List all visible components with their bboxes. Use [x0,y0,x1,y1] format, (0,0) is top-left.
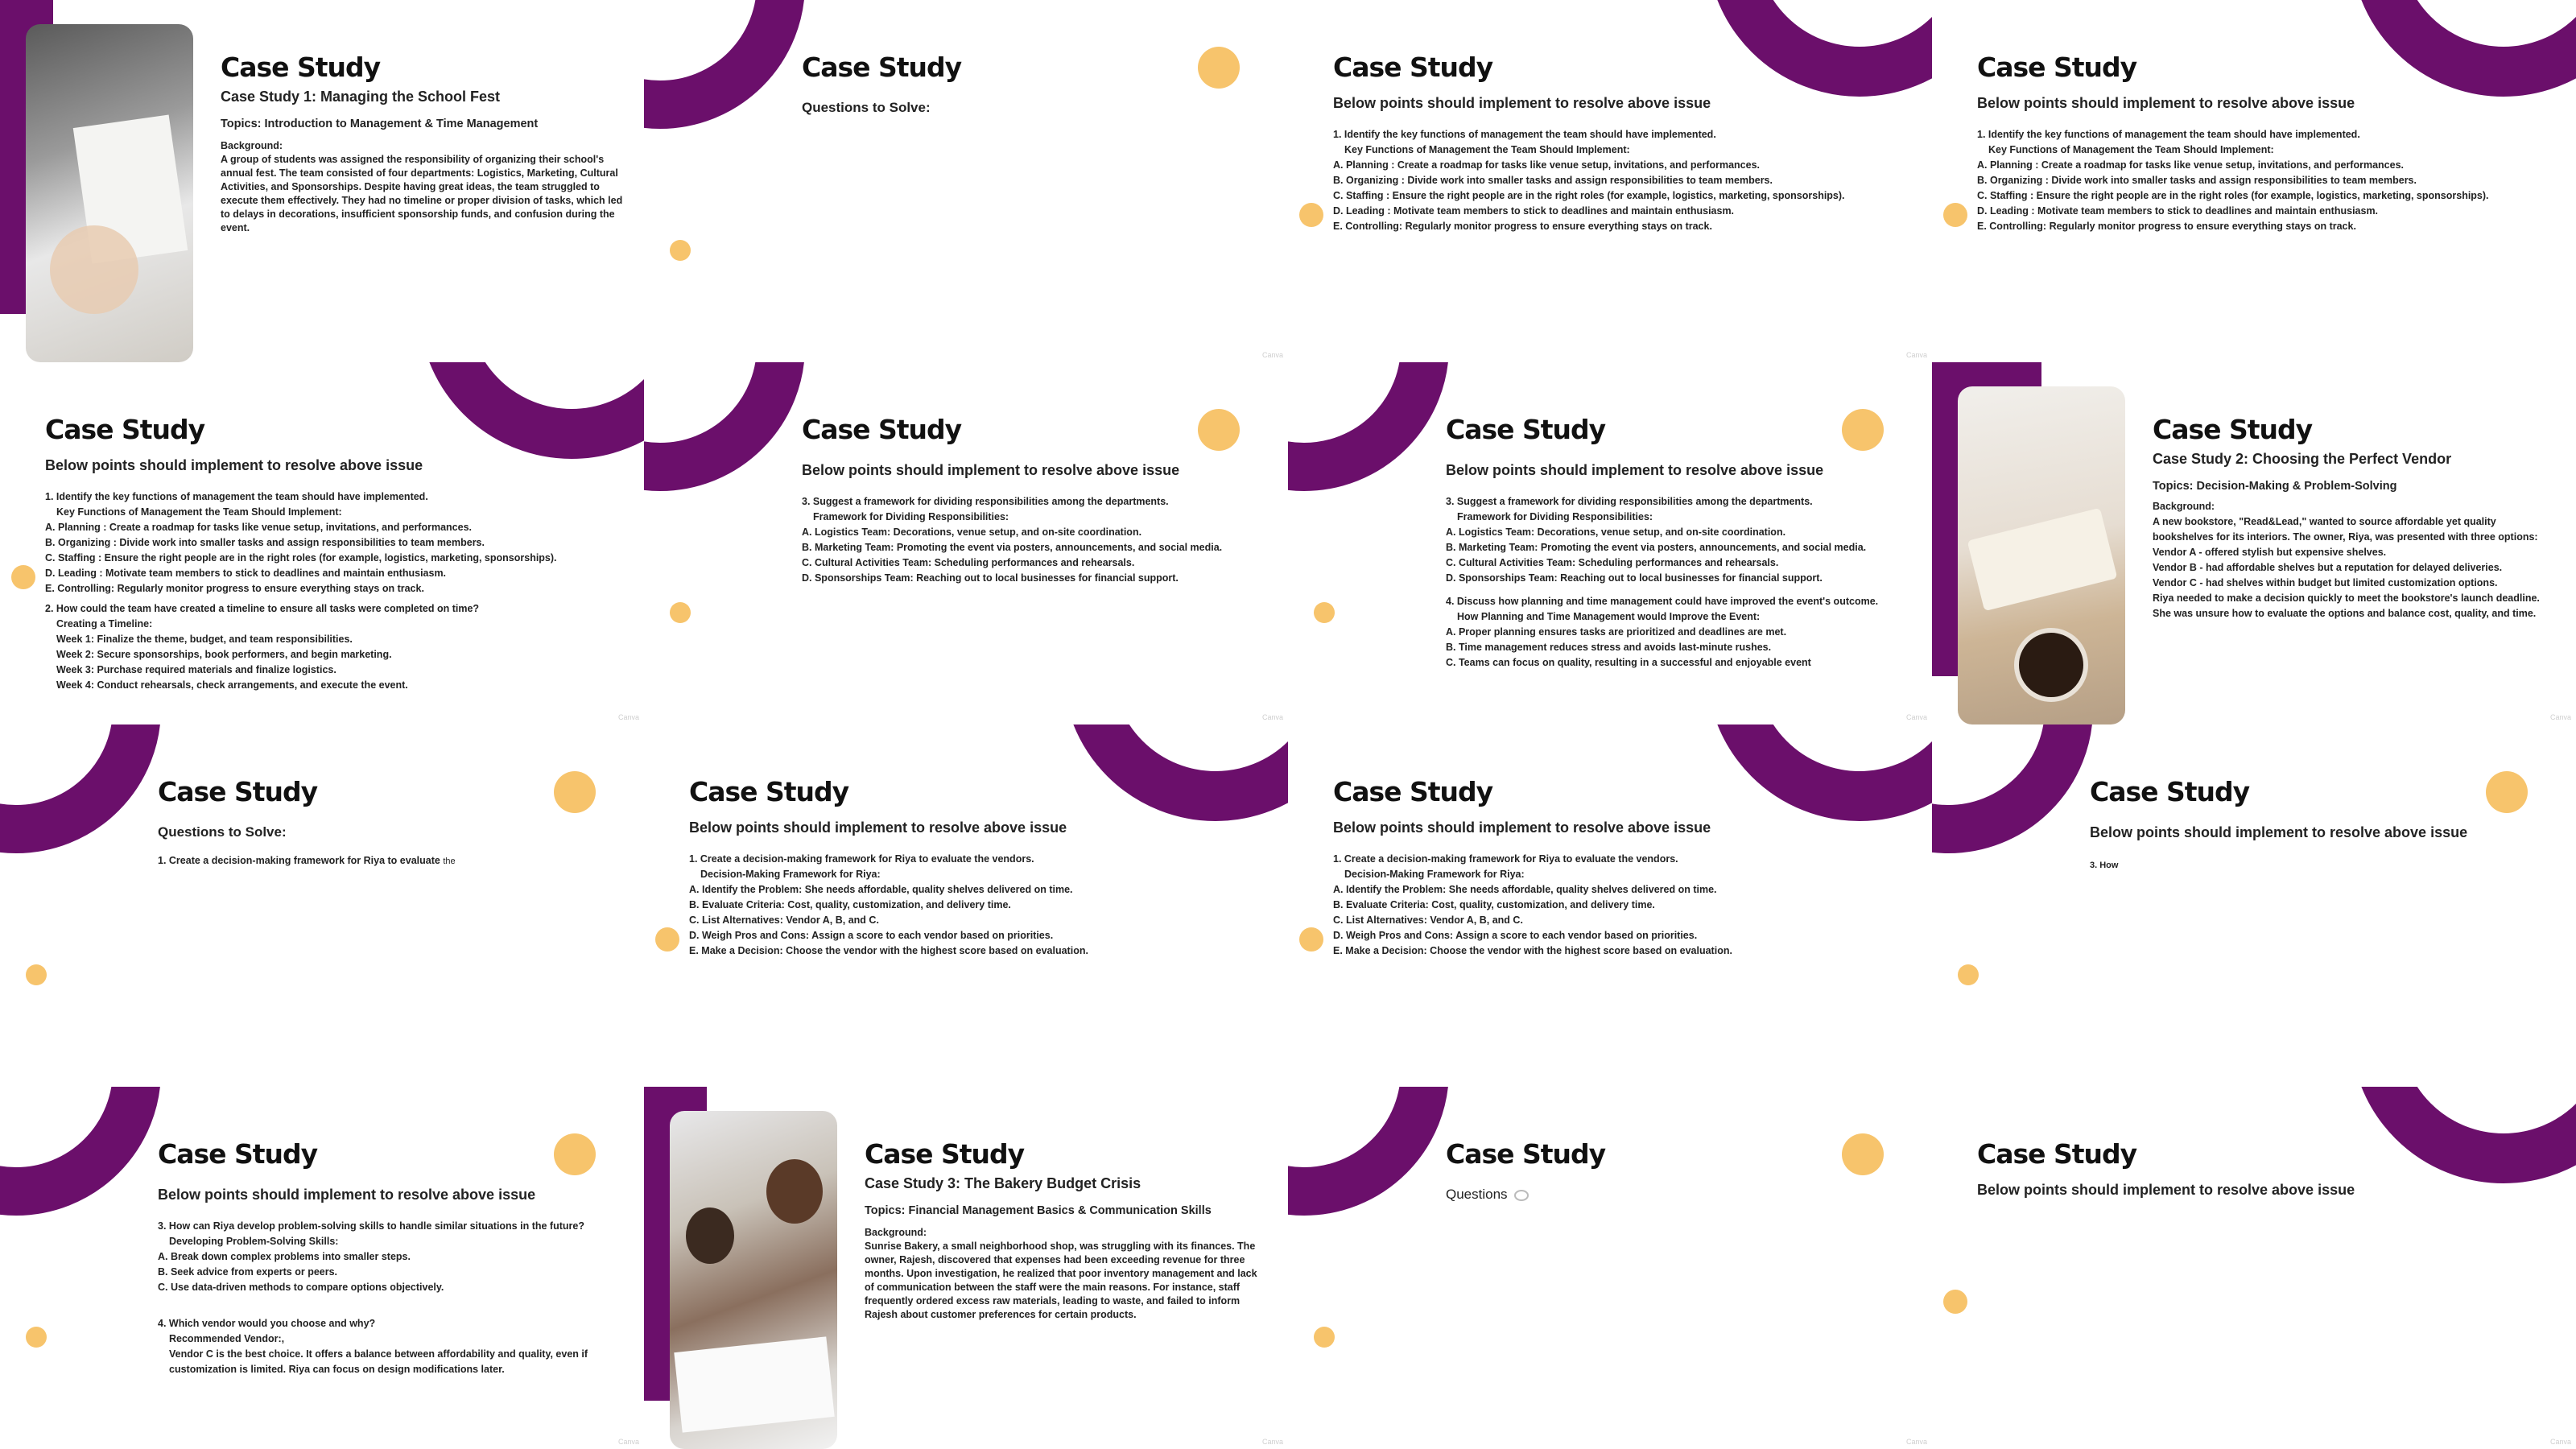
purple-ring-decoration [644,0,805,129]
purple-ring-decoration [1932,724,2093,853]
slide-3-thumbnail[interactable] [1288,0,1932,362]
questions-heading: Questions to Solve: [158,824,287,840]
slide-15-thumbnail[interactable] [1288,1087,1932,1449]
below-points-heading: Below points should implement to resolve above issue [1446,462,1824,478]
below-points-heading: Below points should implement to resolve above issue [1977,1182,2355,1198]
topics-line: Topics: Financial Management Basics & Communication Skills [865,1204,1212,1217]
gold-dot-decoration [1299,203,1323,227]
slide-16-thumbnail[interactable] [1932,1087,2576,1449]
canva-watermark: Canva [617,713,639,721]
slide-title: Case Study [802,52,962,83]
gold-dot-decoration [1958,964,1979,985]
purple-ring-decoration [0,724,161,853]
slide-14-thumbnail[interactable] [644,1087,1288,1449]
purple-ring-decoration [0,1087,161,1216]
slide-5-thumbnail[interactable] [0,362,644,724]
answer-block: 1. Identify the key functions of management the team should have implemented. Key Functions of Management the Team Should Implement: A. Planning : Create a roadmap for tasks like venue setup, invitations, and performances. B. Organizing : Divide work into smaller tasks and assign responsibilities to team members. C. Staffing : Ensure the right people are in the right roles (for example, logistics, marketing, sponsorships). D. Leading : Motivate team members to stick to deadlines and maintain enthusiasm. E. Controlling: Regularly monitor progress to ensure everything stays on track. [1333,129,1845,232]
desk-writing-photo [26,24,193,362]
gold-dot-decoration [1299,927,1323,952]
purple-ring-decoration [1288,362,1449,491]
gold-dot-decoration [655,927,679,952]
canva-watermark: Canva [2549,1438,2571,1446]
slide-4-thumbnail[interactable] [1932,0,2576,362]
answer-block: 1. Identify the key functions of management the team should have implemented. Key Functions of Management the Team Should Implement: A. Planning : Create a roadmap for tasks like venue setup, invitations, and performances. B. Organizing : Divide work into smaller tasks and assign responsibilities to team members. C. Staffing : Ensure the right people are in the right roles (for example, logistics, marketing, sponsorships). D. Leading : Motivate team members to stick to deadlines and maintain enthusiasm. E. Controlling: Regularly monitor progress to ensure everything stays on track. 2. How could the team have created a timeline to ensure all tasks were completed on time? Creating a Timeline: Week 1: Finalize the theme, budget, and team responsibilities. Week 2: Secure sponsorships, book performers, and begin marketing. Week 3: Purchase required materials and finalize logistics. Week 4: Conduct rehearsals, check arrangements, and execute the event. [45,491,557,691]
slide-11-thumbnail[interactable] [1288,724,1932,1087]
gold-dot-decoration [1842,1133,1884,1175]
gold-dot-decoration [554,771,596,813]
gold-dot-decoration [1198,47,1240,89]
slide-title: Case Study [689,776,849,807]
case-study-subtitle: Case Study 3: The Bakery Budget Crisis [865,1175,1141,1191]
slide-title: Case Study [158,776,318,807]
purple-ring-decoration [1707,0,1932,97]
slide-title: Case Study [1446,414,1606,445]
slide-7-thumbnail[interactable] [1288,362,1932,724]
canva-watermark: Canva [1905,351,1927,359]
answer-block: 3. How can Riya develop problem-solving skills to handle similar situations in the future? Developing Problem-Solving Skills: A. Break down complex problems into smaller steps. B. Seek advice from experts or peers. C. Use data-driven methods to compare options objectively. 4. Which vendor would you choose and why? Recommended Vendor:, Vendor C is the best choice. It offers a balance between affordability and quality, even if customization is limited. Riya can focus on design modifications later. [158,1220,588,1375]
slide-12-thumbnail[interactable] [1932,724,2576,1087]
purple-ring-decoration [2351,1087,2576,1183]
slide-title: Case Study [1333,776,1493,807]
gold-dot-decoration [11,565,35,589]
loading-cursor-icon [1514,1190,1529,1201]
slide-title: Case Study [802,414,962,445]
slide-title: Case Study [1977,1138,2137,1170]
below-points-heading: Below points should implement to resolve above issue [689,819,1067,836]
canva-watermark: Canva [1905,1438,1927,1446]
canva-watermark: Canva [1261,1438,1283,1446]
answer-block: 1. Create a decision-making framework for Riya to evaluate the vendors. Decision-Making Framework for Riya: A. Identify the Problem: She needs affordable, quality shelves delivered on time. B. Evaluate Criteria: Cost, quality, customization, and delivery time. C. List Alternatives: Vendor A, B, and C. D. Weigh Pros and Cons: Assign a score to each vendor based on priorities. E. Make a Decision: Choose the vendor with the highest score based on evaluation. [1333,853,1732,956]
slide-title: Case Study [45,414,205,445]
below-points-heading: Below points should implement to resolve above issue [1333,95,1711,111]
background-label: Background: [221,140,283,151]
slide-1-thumbnail[interactable] [0,0,644,362]
answer-block: 3. Suggest a framework for dividing responsibilities among the departments. Framework for Dividing Responsibilities: A. Logistics Team: Decorations, venue setup, and on-site coordination. B. Marketing Team: Promoting the event via posters, announcements, and social media. C. Cultural Activities Team: Scheduling performances and rehearsals. D. Sponsorships Team: Reaching out to local businesses for financial support. [802,496,1223,584]
slide-13-thumbnail[interactable] [0,1087,644,1449]
answer-block: 1. Identify the key functions of management the team should have implemented. Key Functions of Management the Team Should Implement: A. Planning : Create a roadmap for tasks like venue setup, invitations, and performances. B. Organizing : Divide work into smaller tasks and assign responsibilities to team members. C. Staffing : Ensure the right people are in the right roles (for example, logistics, marketing, sponsorships). D. Leading : Motivate team members to stick to deadlines and maintain enthusiasm. E. Controlling: Regularly monitor progress to ensure everything stays on track. [1977,129,2489,232]
purple-ring-decoration [1288,1087,1449,1216]
gold-dot-decoration [26,964,47,985]
below-points-heading: Below points should implement to resolve above issue [45,457,423,473]
questions-heading-partial: Questions [1446,1187,1529,1203]
slide-title: Case Study [2153,414,2313,445]
gold-dot-decoration [1943,1290,1967,1314]
below-points-heading: Below points should implement to resolve above issue [1977,95,2355,111]
partial-question: 1. Create a decision-making framework for Riya to evaluate the [158,855,456,866]
purple-ring-decoration [1707,724,1932,821]
slide-title: Case Study [221,52,381,83]
slide-title: Case Study [1446,1138,1606,1170]
coffee-book-photo [1958,386,2125,724]
slide-title: Case Study [1977,52,2137,83]
gold-dot-decoration [2486,771,2528,813]
purple-ring-decoration [1063,724,1288,821]
canva-watermark: Canva [1261,351,1283,359]
below-points-heading: Below points should implement to resolve above issue [1333,819,1711,836]
below-points-heading: Below points should implement to resolve above issue [158,1187,536,1203]
answer-block: 1. Create a decision-making framework for Riya to evaluate the vendors. Decision-Making Framework for Riya: A. Identify the Problem: She needs affordable, quality shelves delivered on time. B. Evaluate Criteria: Cost, quality, customization, and delivery time. C. List Alternatives: Vendor A, B, and C. D. Weigh Pros and Cons: Assign a score to each vendor based on priorities. E. Make a Decision: Choose the vendor with the highest score based on evaluation. [689,853,1088,956]
below-points-heading: Below points should implement to resolve above issue [2090,824,2468,840]
slide-9-thumbnail[interactable] [0,724,644,1087]
slide-title: Case Study [865,1138,1025,1170]
gold-dot-decoration [670,240,691,261]
background-text: Sunrise Bakery, a small neighborhood shop, was struggling with its finances. The owner, Rajesh, discovered that expenses had been exceeding revenue for three months. Upon investigation, he realized that poor inventory management and lack of communication between the staff were the main reasons. For instance, staff frequently ordered excess raw materials, leading to waste, and failed to inform Rajesh about customer preferences for certain products. [865,1241,1257,1320]
gold-dot-decoration [1198,409,1240,451]
background-block: Background: A new bookstore, "Read&Lead," wanted to source affordable yet quality bookshelves for its interiors. The owner, Riya, was presented with three options: Vendor A - offered stylish but expensive shelves. Vendor B - had affordable shelves but a reputation for delayed deliveries. Vendor C - had shelves within budget but limited customization options. Riya needed to make a decision quickly to meet the bookstore's launch deadline. She was unsure how to evaluate the options and balance cost, quality, and time. [2153,501,2540,619]
case-study-subtitle: Case Study 1: Managing the School Fest [221,89,501,105]
answer-block: 3. Suggest a framework for dividing responsibilities among the departments. Framework for Dividing Responsibilities: A. Logistics Team: Decorations, venue setup, and on-site coordination. B. Marketing Team: Promoting the event via posters, announcements, and social media. C. Cultural Activities Team: Scheduling performances and rehearsals. D. Sponsorships Team: Reaching out to local businesses for financial support. 4. Discuss how planning and time management could have improved the event's outcome. How Planning and Time Management would Improve the Event: A. Proper planning ensures tasks are prioritized and deadlines are met. B. Time management reduces stress and avoids last-minute rushes. C. Teams can focus on quality, resulting in a successful and enjoyable event [1446,496,1879,668]
canva-watermark: Canva [2549,713,2571,721]
canva-watermark: Canva [1261,713,1283,721]
background-text: A group of students was assigned the responsibility of organizing their school's annual fest. The team consisted of four departments: Logistics, Marketing, Cultural Activities, and Sponsorships. Despite having great ideas, the team struggled to execute them effectively. They had no timeline or proper division of tasks, which led to delays in decorations, insufficient sponsorship funds, and confusion during the event. [221,154,623,233]
gold-dot-decoration [1314,602,1335,623]
gold-dot-decoration [1842,409,1884,451]
gold-dot-decoration [554,1133,596,1175]
purple-ring-decoration [419,362,644,459]
purple-ring-decoration [644,362,805,491]
below-points-heading: Below points should implement to resolve above issue [802,462,1180,478]
case-study-subtitle: Case Study 2: Choosing the Perfect Vendor [2153,451,2452,467]
gold-dot-decoration [26,1327,47,1348]
questions-heading: Questions to Solve: [802,100,931,115]
gold-dot-decoration [1943,203,1967,227]
purple-ring-decoration [2351,0,2576,97]
team-meeting-photo [670,1111,837,1449]
canva-watermark: Canva [617,1438,639,1446]
slide-10-thumbnail[interactable] [644,724,1288,1087]
slide-title: Case Study [1333,52,1493,83]
slide-8-thumbnail[interactable] [1932,362,2576,724]
canva-watermark: Canva [1905,713,1927,721]
gold-dot-decoration [1314,1327,1335,1348]
topics-line: Topics: Decision-Making & Problem-Solving [2153,480,2397,493]
partial-question: 3. How [2090,861,2119,870]
topics-line: Topics: Introduction to Management & Time Management [221,118,539,130]
gold-dot-decoration [670,602,691,623]
slide-title: Case Study [158,1138,318,1170]
slide-2-thumbnail[interactable] [644,0,1288,362]
background-label: Background: [865,1227,927,1238]
slide-6-thumbnail[interactable] [644,362,1288,724]
slide-title: Case Study [2090,776,2250,807]
